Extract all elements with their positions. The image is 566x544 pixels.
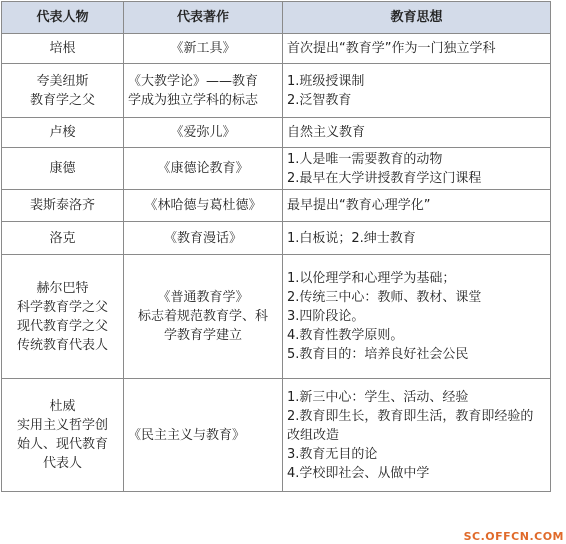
thought-cell-line: 2.最早在大学讲授教育学这门课程 [287,170,482,186]
work-cell [124,34,283,64]
person-cell [2,34,124,64]
thought-cell-line: 3.四阶段论。 [287,309,365,324]
work-cell-line: 《爱弥儿》 [170,125,236,140]
person-cell [2,118,124,148]
thought-cell-line: 1.以伦理学和心理学为基础； [287,271,456,286]
thought-cell [283,64,551,118]
work-cell-line: 学成为独立学科的标志 [128,92,259,108]
thought-cell-line: 1.新三中心：学生、活动、经验 [287,389,469,405]
table-row [2,255,551,379]
person-cell-line: 夸美纽斯 [36,73,89,89]
person-cell [2,222,124,255]
thought-cell-line: 1.人是唯一需要教育的动物 [287,151,443,167]
watermark-text: SC.OFFCN.COM [463,530,564,543]
header-row [2,2,551,34]
thought-cell-line: 5.教育目的：培养良好社会公民 [287,347,469,362]
thought-cell-line: 3.教育无目的论 [287,446,378,462]
thought-cell-line: 1.白板说；2.绅士教育 [287,230,416,246]
work-cell-line: 标志着规范教育学、科 [137,309,268,324]
work-cell [124,379,283,492]
person-cell-line: 代表人 [42,456,82,471]
work-cell [124,148,283,190]
header-person: 代表人物 [2,2,124,34]
person-cell-line: 裴斯泰洛齐 [29,198,95,213]
work-cell [124,64,283,118]
person-cell-line: 卢梭 [49,125,76,140]
thought-cell [283,190,551,222]
person-cell-line: 杜威 [49,399,76,414]
person-cell [2,255,124,379]
person-cell [2,64,124,118]
person-cell-line: 洛克 [49,230,76,246]
table-row [2,118,551,148]
work-cell [124,118,283,148]
thought-cell [283,255,551,379]
table-row [2,222,551,255]
work-cell-line: 《康德论教育》 [157,161,249,176]
header-work: 代表著作 [124,2,283,34]
thought-cell-line: 1.班级授课制 [287,73,365,89]
thought-cell-line: 2.泛智教育 [287,92,352,108]
work-cell-line: 《林哈德与葛杜德》 [144,198,262,213]
table-row [2,148,551,190]
thought-cell-line: 自然主义教育 [287,125,366,140]
thought-cell [283,148,551,190]
thought-cell [283,379,551,492]
thought-cell-line: 4.学校即社会、从做中学 [287,465,430,481]
thought-cell-line: 改组改造 [287,427,340,443]
person-cell [2,190,124,222]
thought-cell [283,222,551,255]
work-cell [124,190,283,222]
work-cell [124,255,283,379]
thought-cell-line: 2.教育即生长，教育即生活，教育即经验的 [287,408,534,424]
person-cell-line: 教育学之父 [29,92,95,108]
person-cell-line: 始人、现代教育 [16,437,108,452]
table-row [2,34,551,64]
thought-cell-line: 2.传统三中心：教师、教材、课堂 [287,290,482,305]
work-cell-line: 《民主主义与教育》 [128,427,246,443]
table-row [2,64,551,118]
header-thought: 教育思想 [283,2,551,34]
work-cell-line: 学教育学建立 [163,328,242,343]
person-cell-line: 科学教育学之父 [16,299,108,315]
education-thinkers-table [1,1,551,492]
work-cell-line: 《大教学论》——教育 [128,73,259,89]
thought-cell-line: 最早提出“教育心理学化” [287,198,431,213]
thought-cell-line: 4.教育性教学原则。 [287,328,404,343]
work-cell-line: 《普通教育学》 [157,290,249,305]
thought-cell-line: 首次提出“教育学”作为一门独立学科 [287,41,496,56]
work-cell [124,222,283,255]
thought-cell [283,118,551,148]
person-cell [2,379,124,492]
person-cell-line: 培根 [49,41,76,56]
person-cell-line: 赫尔巴特 [36,280,89,296]
person-cell-line: 传统教育代表人 [16,337,108,353]
person-cell [2,148,124,190]
person-cell-line: 现代教育学之父 [16,318,108,334]
work-cell-line: 《教育漫话》 [163,230,242,246]
work-cell-line: 《新工具》 [170,41,236,56]
person-cell-line: 实用主义哲学创 [16,418,108,433]
thought-cell [283,34,551,64]
table-row [2,379,551,492]
person-cell-line: 康德 [49,161,76,176]
table-row [2,190,551,222]
